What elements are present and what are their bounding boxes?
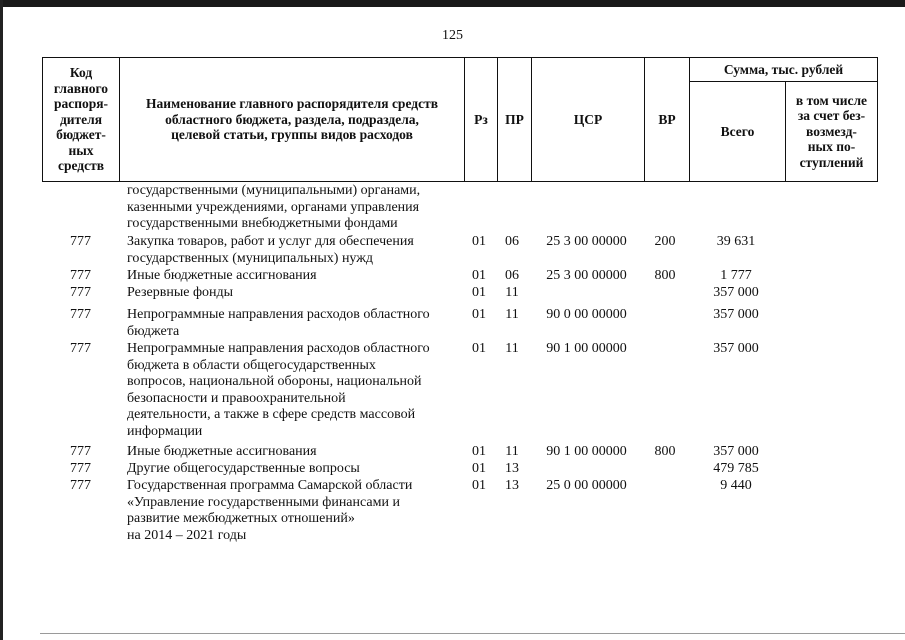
scan-top-border xyxy=(0,0,905,7)
row-csr: 90 0 00 00000 xyxy=(546,307,627,322)
row-name: Другие общегосударственные вопросы xyxy=(127,461,360,476)
row-sum: 357 000 xyxy=(713,444,759,459)
row-kod: 777 xyxy=(70,268,91,283)
scan-left-edge xyxy=(0,0,3,640)
header-rz: Рз xyxy=(465,58,498,182)
row-sum: 357 000 xyxy=(713,285,759,300)
row-csr: 25 3 00 00000 xyxy=(546,234,627,249)
row-sum: 357 000 xyxy=(713,307,759,322)
row-name: Иные бюджетные ассигнования xyxy=(127,268,317,283)
row-rz: 01 xyxy=(472,341,486,356)
row-kod: 777 xyxy=(70,285,91,300)
row-pr: 11 xyxy=(505,444,519,459)
header-summa: Сумма, тыс. рублей xyxy=(690,58,878,82)
row-pr: 11 xyxy=(505,307,519,322)
row-kod: 777 xyxy=(70,478,91,493)
header-vtom: в том числе за счет без- возмезд- ных по- ступлений xyxy=(786,82,878,182)
row-name: Непрограммные направления расходов областного бюджета в области общегосударственных вопросов, национальной обороны, национальной безопасности и правоохранительной деятельности, а также в сфере средств массовой информации xyxy=(127,341,430,439)
row-vr: 800 xyxy=(654,268,676,283)
row-rz: 01 xyxy=(472,307,486,322)
row-name: Закупка товаров, работ и услуг для обеспечения государственных (муниципальных) нужд xyxy=(127,234,414,266)
row-rz: 01 xyxy=(472,478,486,493)
row-name: Государственная программа Самарской области «Управление государственными финансами и развитие межбюджетных отношений» на 2014 – 2021 годы xyxy=(127,478,413,543)
row-kod: 777 xyxy=(70,341,91,356)
row-name: Непрограммные направления расходов областного бюджета xyxy=(127,307,430,339)
row-kod: 777 xyxy=(70,444,91,459)
row-name: государственными (муниципальными) органами, казенными учреждениями, органами управления государственными внебюджетными фондами xyxy=(127,183,421,231)
row-sum: 1 777 xyxy=(720,268,752,283)
header-name: Наименование главного распорядителя средств областного бюджета, раздела, подраздела, целевой статьи, группы видов расходов xyxy=(120,58,465,182)
header-vsego: Всего xyxy=(690,82,786,182)
row-rz: 01 xyxy=(472,234,486,249)
row-pr: 11 xyxy=(505,341,519,356)
header-csr: ЦСР xyxy=(532,58,645,182)
row-kod: 777 xyxy=(70,307,91,322)
row-kod: 777 xyxy=(70,461,91,476)
row-vr: 800 xyxy=(654,444,676,459)
row-csr: 25 3 00 00000 xyxy=(546,268,627,283)
row-rz: 01 xyxy=(472,444,486,459)
row-pr: 13 xyxy=(505,478,519,493)
row-name: Иные бюджетные ассигнования xyxy=(127,444,317,459)
row-pr: 13 xyxy=(505,461,519,476)
row-rz: 01 xyxy=(472,268,486,283)
page-number: 125 xyxy=(442,28,463,43)
row-csr: 90 1 00 00000 xyxy=(546,444,627,459)
table-header xyxy=(42,57,878,182)
row-pr: 11 xyxy=(505,285,519,300)
row-pr: 06 xyxy=(505,234,519,249)
row-rz: 01 xyxy=(472,461,486,476)
row-sum: 479 785 xyxy=(713,461,759,476)
scan-bottom-line xyxy=(40,633,905,634)
row-name: Резервные фонды xyxy=(127,285,234,300)
row-csr: 25 0 00 00000 xyxy=(546,478,627,493)
row-sum: 9 440 xyxy=(720,478,752,493)
row-csr: 90 1 00 00000 xyxy=(546,341,627,356)
header-vr: ВР xyxy=(645,58,690,182)
row-kod: 777 xyxy=(70,234,91,249)
row-sum: 357 000 xyxy=(713,341,759,356)
header-pr: ПР xyxy=(498,58,532,182)
row-vr: 200 xyxy=(654,234,676,249)
row-sum: 39 631 xyxy=(716,234,756,249)
header-kod: Код главного распоря- дителя бюджет- ных средств xyxy=(43,58,120,182)
row-pr: 06 xyxy=(505,268,519,283)
row-rz: 01 xyxy=(472,285,486,300)
